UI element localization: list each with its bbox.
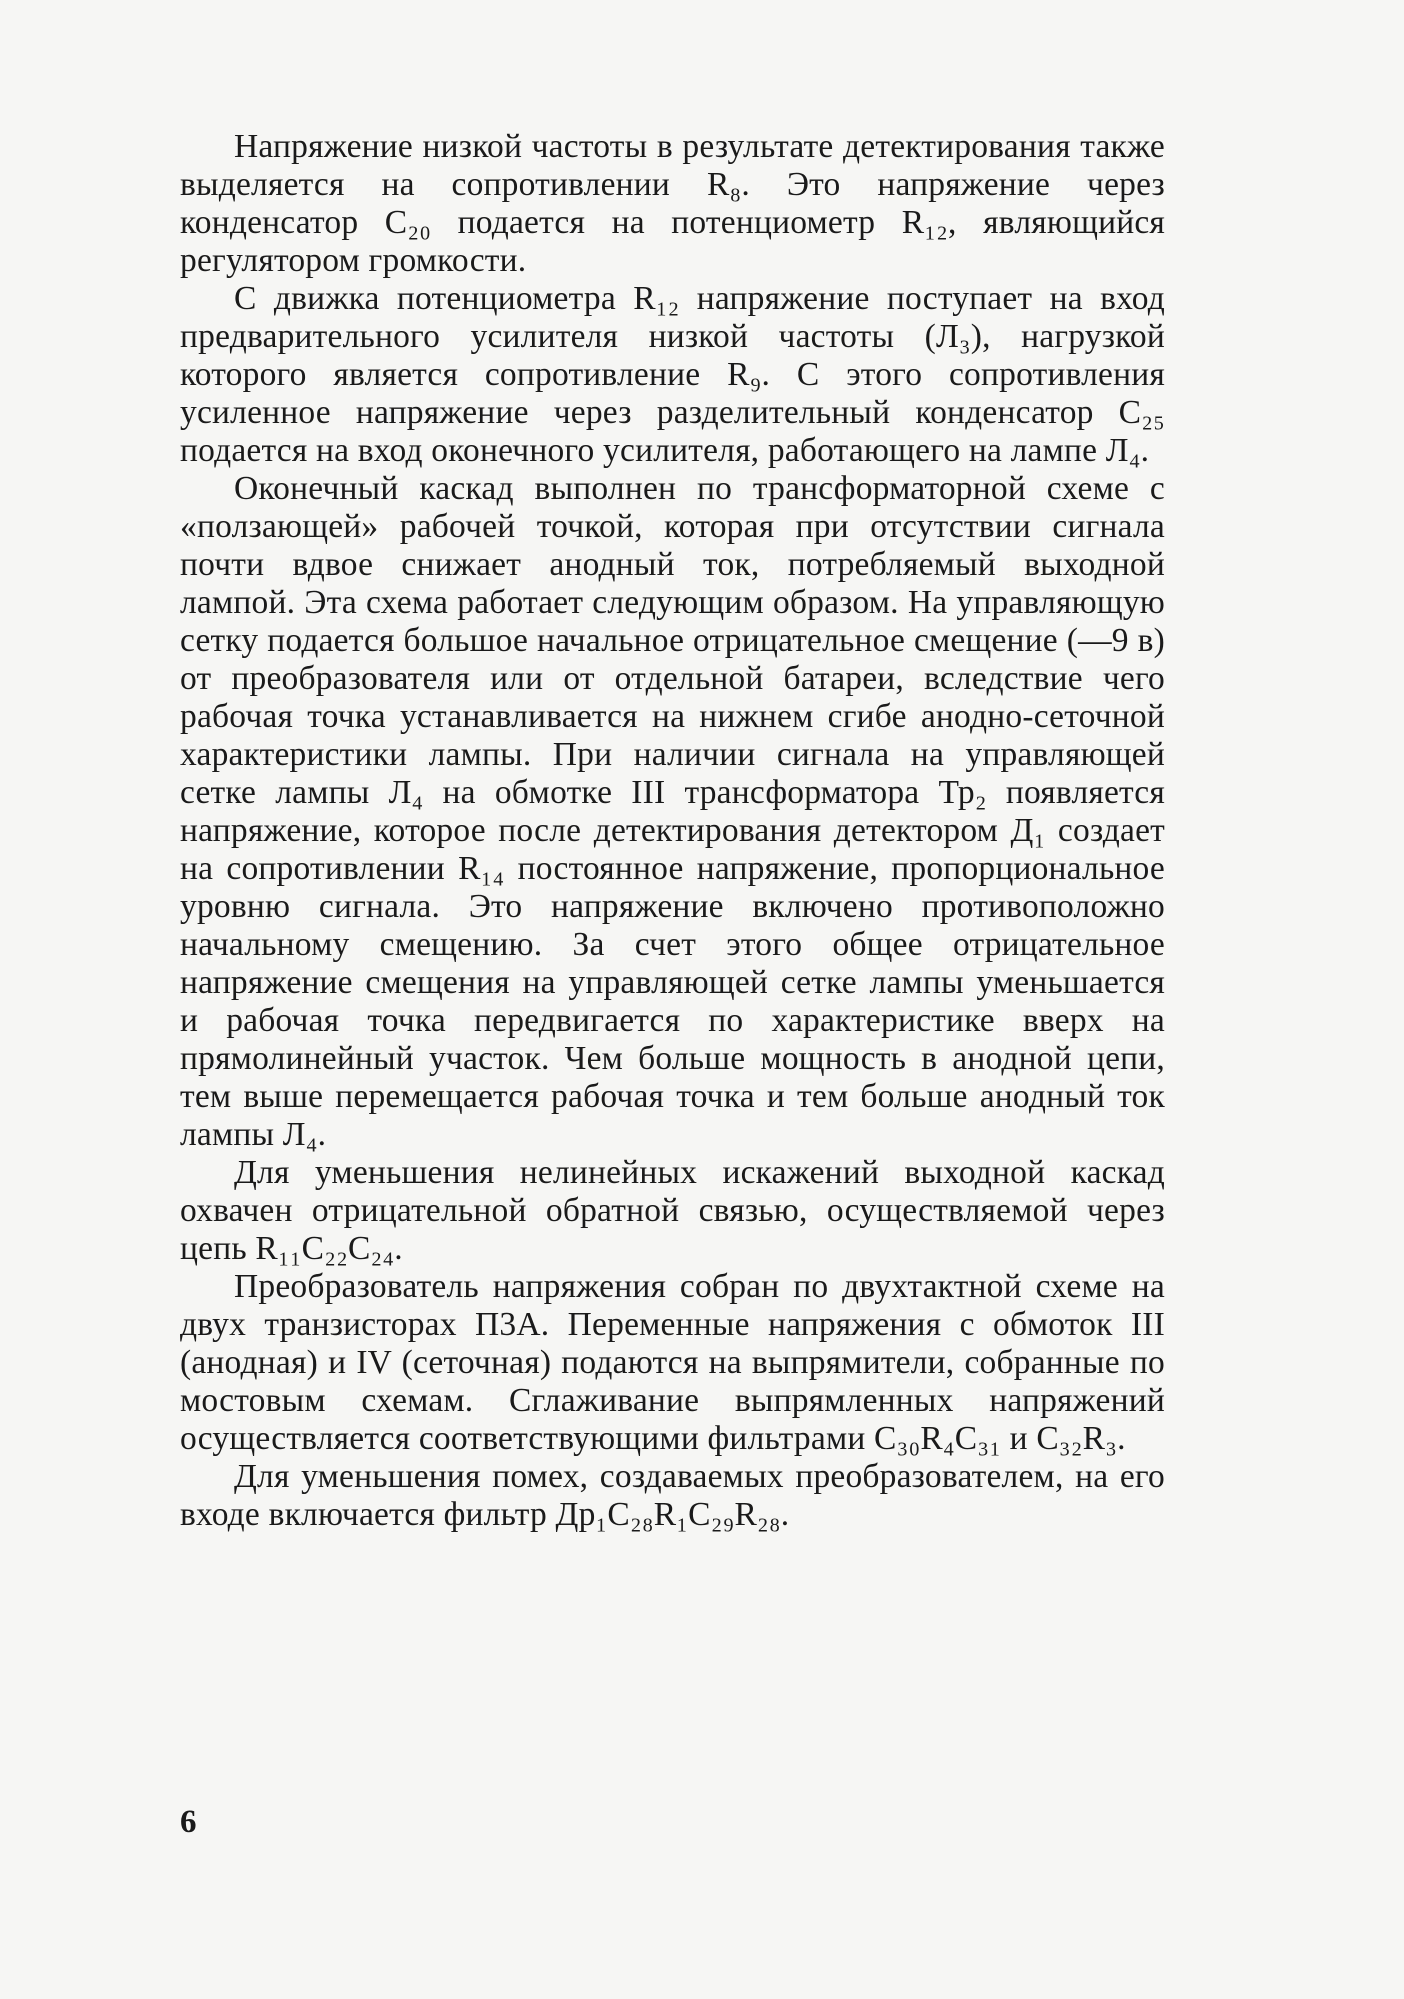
paragraph-4: Для уменьшения нелинейных искажений выходной каскад охвачен отрицательной обратной связью, осуществляемой через цепь R₁₁C₂₂C₂₄. [180,1154,1165,1267]
page-number: 6 [180,1804,197,1840]
paragraph-5: Преобразователь напряжения собран по двухтактной схеме на двух транзисторах П3А. Переменные напряжения с обмоток III (анодная) и IV (сеточная) подаются на выпрямители, собранные по мостовым схемам. Сглаживание выпрямленных напряжений осуществляется соответствующими фильтрами C₃₀R₄C₃₁ и C₃₂R₃. [180,1268,1165,1457]
paragraph-2: С движка потенциометра R₁₂ напряжение поступает на вход предварительного усилителя низкой частоты (Л₃), нагрузкой которого является сопротивление R₉. С этого сопротивления усиленное напряжение через разделительный конденсатор C₂₅ подается на вход оконечного усилителя, работающего на лампе Л₄. [180,280,1165,469]
body-text [180,128,1165,1534]
paragraph-1: Напряжение низкой частоты в результате детектирования также выделяется на сопротивлении R₈. Это напряжение через конденсатор C₂₀ подается на потенциометр R₁₂, являющийся регулятором громкости. [180,128,1165,279]
paragraph-3: Оконечный каскад выполнен по трансформаторной схеме с «ползающей» рабочей точкой, которая при отсутствии сигнала почти вдвое снижает анодный ток, потребляемый выходной лампой. Эта схема работает следующим образом. На управляющую сетку подается большое начальное отрицательное смещение (—9 в) от преобразователя или от отдельной батареи, вследствие чего рабочая точка устанавливается на нижнем сгибе анодно-сеточной характеристики лампы. При наличии сигнала на управляющей сетке лампы Л₄ на обмотке III трансформатора Тр₂ появляется напряжение, которое после детектирования детектором Д₁ создает на сопротивлении R₁₄ постоянное напряжение, пропорциональное уровню сигнала. Это напряжение включено противоположно начальному смещению. За счет этого общее отрицательное напряжение смещения на управляющей сетке лампы уменьшается и рабочая точка передвигается по характеристике вверх на прямолинейный участок. Чем больше мощность в анодной цепи, тем выше перемещается рабочая точка и тем больше анодный ток лампы Л₄. [180,470,1165,1153]
paragraph-6: Для уменьшения помех, создаваемых преобразователем, на его входе включается фильтр Др₁C₂₈R₁C₂₉R₂₈. [180,1458,1165,1533]
